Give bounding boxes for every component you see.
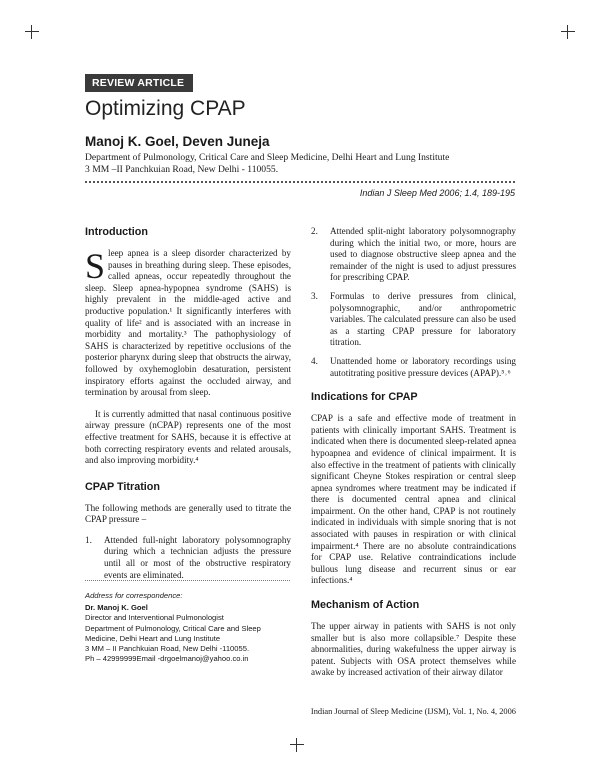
list-item-text: Formulas to derive pressures from clinical, polysomnographic, and/or anthropometric variables. The calculated pressure can also be used as a starting CPAP pressure for laboratory titration.: [330, 290, 516, 348]
list-item: [311, 356, 516, 379]
correspondence-name: Dr. Manoj K. Goel: [85, 603, 148, 613]
introduction-paragraph-1: [85, 248, 291, 399]
introduction-heading: Introduction: [85, 226, 148, 238]
affiliation-line-2: 3 MM –II Panchkuian Road, New Delhi - 110055.: [85, 163, 279, 175]
crop-mark-top-right: [561, 25, 575, 39]
list-item-text: Unattended home or laboratory recordings using autotitrating positive pressure devices (APAP).⁵˒⁶: [330, 355, 516, 378]
list-item-text: Attended full-night laboratory polysomnography during which a technician adjusts the pressure until all or most of the obstructive respiratory events are eliminated.: [104, 534, 291, 580]
list-item-number: 4.: [311, 355, 318, 366]
journal-footer: Indian Journal of Sleep Medicine (IJSM), Vol. 1, No. 4, 2006: [310, 707, 516, 716]
article-title: Optimizing CPAP: [85, 97, 246, 120]
drop-cap: S: [85, 246, 106, 286]
authors: Manoj K. Goel, Deven Juneja: [85, 134, 270, 149]
affiliation-line-1: Department of Pulmonology, Critical Care and Sleep Medicine, Delhi Heart and Lung Institute: [85, 152, 450, 163]
correspondence-heading: Address for correspondence:: [85, 591, 183, 600]
correspondence-line-2: Department of Pulmonology, Critical Care and Sleep Medicine, Delhi Heart and Lung Institute: [85, 623, 261, 643]
titration-list-left: [85, 535, 291, 581]
list-item: [85, 535, 291, 581]
correspondence-separator: [85, 580, 290, 581]
crop-mark-bottom-center: [290, 738, 304, 752]
left-column: [85, 226, 291, 588]
introduction-paragraph-1-text: leep apnea is a sleep disorder characterized by pauses in breathing during sleep. These episodes, called apneas, occur repeatedly throughout the sleep. Sleep apnea-hypopnea syndrome (SAHS) is highly prevalent in the middle-aged active and productive population.¹ It significantly interferes with quality of life² and is associated with an increase in morbidity and mortality.³ The pathophysiology of SAHS is characterized by repetitive occlusions of the posterior pharynx during sleep that obstructs the airway, followed by oxyhemoglobin desaturation, persistent inspiratory efforts against the occluded airway, and termination by arousal from sleep.: [85, 248, 291, 398]
correspondence-block: [85, 591, 295, 664]
list-item: [311, 226, 516, 284]
right-column: [311, 226, 516, 679]
correspondence-line-4: Ph – 42999999Email -drgoelmanoj@yahoo.co.in: [85, 654, 249, 664]
affiliation: [85, 152, 525, 175]
list-item-number: 1.: [85, 534, 92, 545]
list-item: [311, 291, 516, 349]
list-item-number: 3.: [311, 290, 318, 301]
titration-list-right: [311, 226, 516, 379]
citation: Indian J Sleep Med 2006; 1.4, 189-195: [359, 188, 515, 198]
mechanism-paragraph: The upper airway in patients with SAHS is not only smaller but is also more collapsible.⁷ Despite these abnormalities, during wakefulness the upper airway is patent. Subjects with OSA protect themselves while awake by increased activation of their airway dilator: [311, 621, 516, 678]
titration-paragraph: The following methods are generally used to titrate the CPAP pressure –: [85, 502, 291, 525]
introduction-paragraph-2: It is currently admitted that nasal continuous positive airway pressure (nCPAP) represents one of the most effective treatment for SAHS, because it is effective at both correcting respiratory events and related arousals, and also improving morbidity.⁴: [85, 408, 291, 466]
list-item-number: 2.: [311, 226, 318, 236]
indications-heading: Indications for CPAP: [311, 391, 418, 404]
indications-paragraph: CPAP is a safe and effective mode of treatment in patients with clinically important SAHS. Treatment is indicated when there is documented sleep-related apnea hypoapnea and evidence of clinical impairment. It is also effective in the treatment of patients with clinically significant Cheyne Stokes respiration or central sleep apnea syndromes where treatment may be indicated if there is documented central apnea and clinical impairment. On the other hand, CPAP is not routinely indicated in individuals with simple snoring that is not associated with pauses in respiration or with clinical impairment.⁴ There are no absolute contraindications for CPAP use. Relative contraindications include bullous lung disease and recurrent sinus or ear infections.⁴: [311, 413, 516, 586]
mechanism-heading: Mechanism of Action: [311, 599, 420, 612]
correspondence-line-1: Director and Interventional Pulmonologist: [85, 613, 224, 623]
correspondence-line-3: 3 MM – II Panchkuian Road, New Delhi -110055.: [85, 644, 250, 654]
crop-mark-top-left: [25, 25, 39, 39]
article-type-badge: REVIEW ARTICLE: [85, 74, 193, 92]
list-item-text: Attended split-night laboratory polysomnography during which the initial two, or more, hours are used to diagnose obstructive sleep apnea and the remainder of the night is used to adjust pressures for prescribing CPAP.: [330, 226, 516, 283]
cpap-titration-heading: CPAP Titration: [85, 480, 160, 493]
header-separator: [85, 181, 515, 183]
